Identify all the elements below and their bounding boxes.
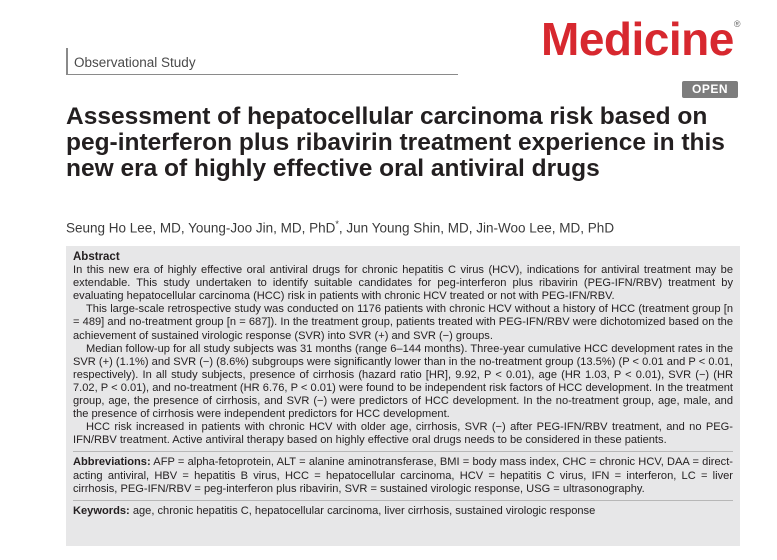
- abstract-paragraph-2: This large-scale retrospective study was conducted on 1176 patients with chronic HCV without a history of HCC (treatment group [n = 489] and no-treatment group [n = 687]). In the treatment group, patients treated with PEG-IFN/RBV were dichotomized based on the achievement of sustained virologic response (SVR) into SVR (+) and SVR (−) groups.: [73, 303, 733, 342]
- keywords-divider: [73, 500, 733, 501]
- abstract-paragraph-3: Median follow-up for all study subjects was 31 months (range 6–144 months). Three-year cumulative HCC development rates in the SVR (+) (1.1%) and SVR (−) (8.6%) subgroups were significantly lower than in the no-treatment group (13.5%) (P < 0.01 and P < 0.01, respectively). In all study subjects, presence of cirrhosis (hazard ratio [HR], 9.92, P < 0.01), age (HR 1.03, P < 0.01), SVR (−) (HR 7.02, P < 0.01), and no-treatment (HR 6.76, P < 0.01) were found to be independent risk factors of HCC development. In the treatment group, age, the presence of cirrhosis, and SVR (−) were predictors of HCC development. In the no-treatment group, age, male, and the presence of cirrhosis were independent predictors for HCC development.: [73, 342, 733, 421]
- journal-name: Medicine: [541, 13, 734, 65]
- abstract-divider: [73, 451, 733, 452]
- open-access-badge: OPEN: [682, 81, 738, 98]
- abstract-paragraph-1: In this new era of highly effective oral antiviral drugs for chronic hepatitis C virus (HCV), indications for antiviral treatment may be extendable. This study undertaken to identify suitable candidates for peg-interferon plus ribavirin (PEG-IFN/RBV) treatment by evaluating hepatocellular carcinoma (HCC) risk in patients with chronic HCV treated or not with PEG-IFN/RBV.: [73, 264, 733, 303]
- abbreviations-text: AFP = alpha-fetoprotein, ALT = alanine aminotransferase, BMI = body mass index, CHC = chronic HCV, DAA = direct-acting antiviral, HBV = hepatitis B virus, HCC = hepatocellular carcinoma, HCV = hepatitis C virus, IFN = interferon, LC = liver cirrhosis, PEG-IFN/RBV = peg-interferon plus ribavirin, SVR = sustained virologic response, USG = ultrasonography.: [73, 456, 733, 495]
- abbreviations: [73, 456, 733, 495]
- section-bar: [66, 48, 458, 75]
- authors-part-2: , Jun Young Shin, MD, Jin-Woo Lee, MD, PhD: [338, 220, 615, 236]
- registered-mark: ®: [733, 19, 740, 29]
- abstract-box: [66, 246, 740, 546]
- corresponding-author-mark: *: [335, 219, 339, 229]
- article-title: Assessment of hepatocellular carcinoma risk based on peg-interferon plus ribavirin treatment experience in this new era of highly effective oral antiviral drugs: [66, 103, 725, 182]
- keywords-label: Keywords:: [73, 504, 130, 517]
- author-list: [66, 219, 756, 236]
- abbreviations-label: Abbreviations:: [73, 456, 151, 469]
- keywords-text: age, chronic hepatitis C, hepatocellular carcinoma, liver cirrhosis, sustained virologic response: [132, 504, 596, 517]
- journal-logo: [541, 13, 740, 65]
- section-label: Observational Study: [74, 55, 196, 70]
- authors-part-1: Seung Ho Lee, MD, Young-Joo Jin, MD, PhD: [66, 220, 336, 236]
- keywords: [73, 505, 733, 518]
- abstract-paragraph-4: HCC risk increased in patients with chronic HCV with older age, cirrhosis, SVR (−) after PEG-IFN/RBV treatment, and no PEG-IFN/RBV treatment. Active antiviral therapy based on highly effective oral drugs needs to be considered in these patients.: [73, 421, 733, 447]
- abstract-heading: Abstract: [73, 251, 120, 263]
